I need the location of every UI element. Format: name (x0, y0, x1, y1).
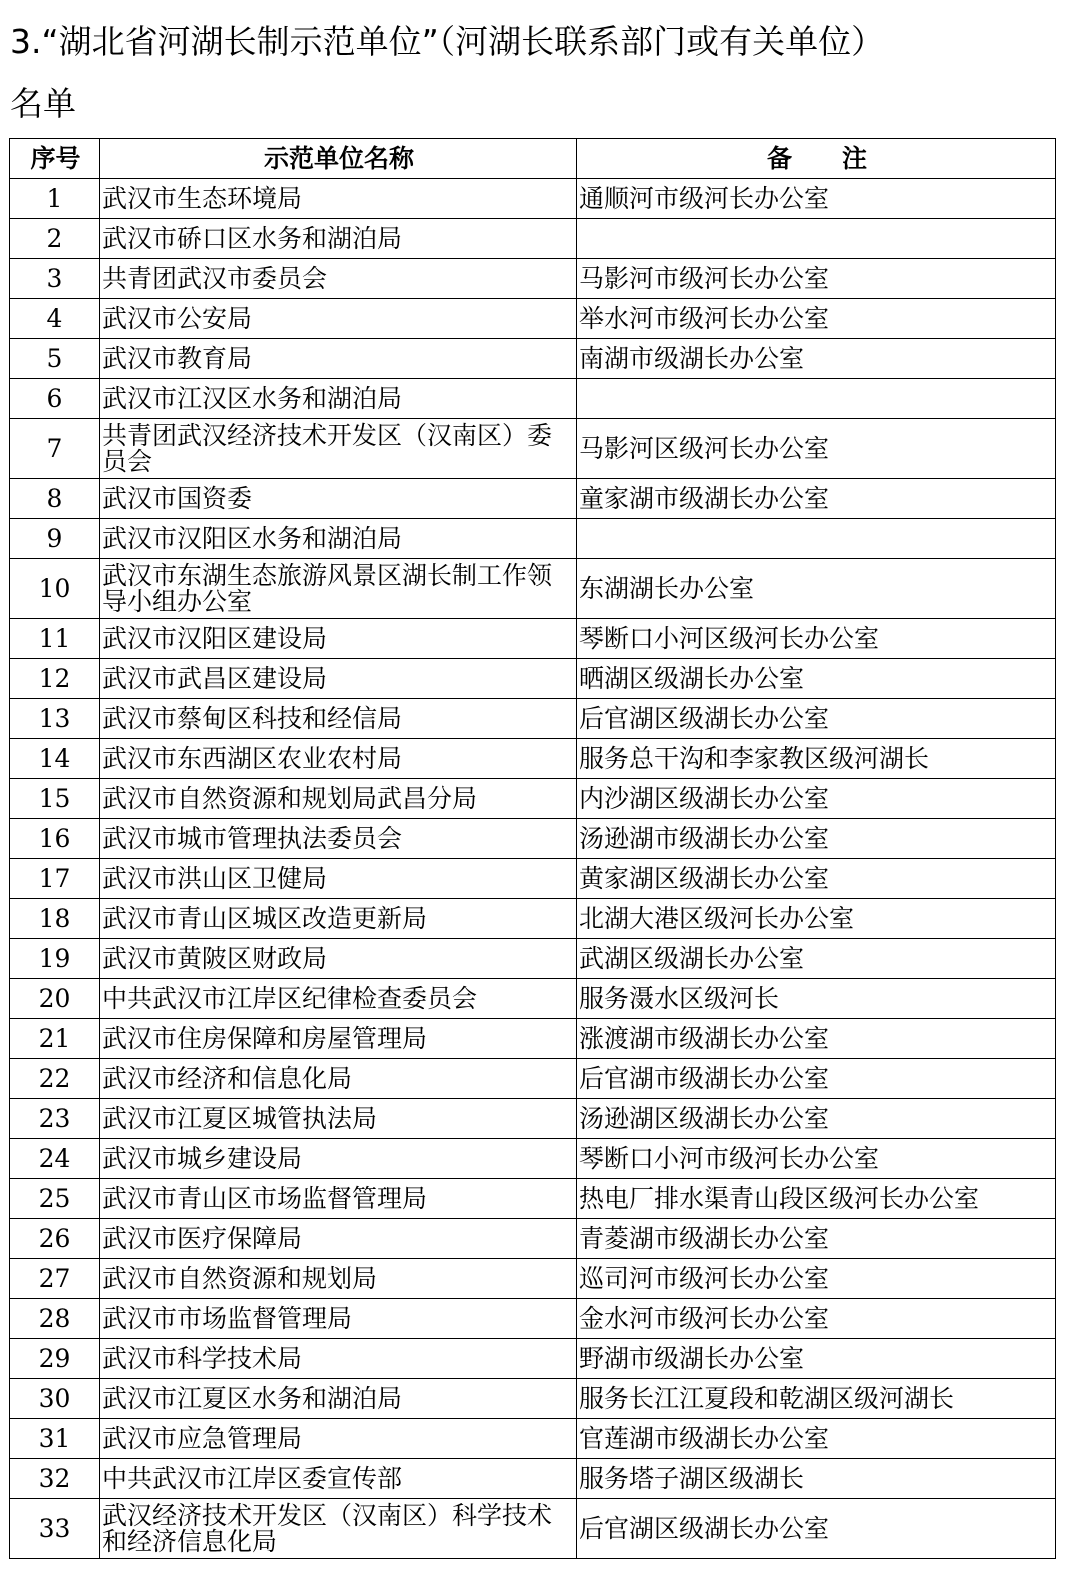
unit-remarks: 青菱湖市级湖长办公室 (577, 1219, 1056, 1259)
unit-remarks: 童家湖市级湖长办公室 (577, 479, 1056, 519)
unit-remarks: 汤逊湖市级湖长办公室 (577, 819, 1056, 859)
table-row (10, 979, 1056, 1019)
table-row (10, 899, 1056, 939)
row-number: 5 (10, 339, 100, 379)
table-row (10, 1299, 1056, 1339)
row-number: 25 (10, 1179, 100, 1219)
unit-remarks: 官莲湖市级湖长办公室 (577, 1419, 1056, 1459)
row-number: 26 (10, 1219, 100, 1259)
table-row (10, 1259, 1056, 1299)
unit-remarks: 武湖区级湖长办公室 (577, 939, 1056, 979)
row-number: 22 (10, 1059, 100, 1099)
table-row (10, 1339, 1056, 1379)
table-body (10, 179, 1056, 1559)
unit-remarks: 后官湖区级湖长办公室 (577, 699, 1056, 739)
table-row (10, 739, 1056, 779)
unit-name: 武汉市武昌区建设局 (100, 659, 577, 699)
table-row (10, 779, 1056, 819)
table-row (10, 619, 1056, 659)
row-number: 27 (10, 1259, 100, 1299)
header-number: 序号 (10, 139, 100, 179)
unit-name: 武汉市东湖生态旅游风景区湖长制工作领导小组办公室 (100, 559, 577, 619)
row-number: 13 (10, 699, 100, 739)
table-row (10, 859, 1056, 899)
unit-name: 中共武汉市江岸区纪律检查委员会 (100, 979, 577, 1019)
table-row (10, 1379, 1056, 1419)
unit-name: 武汉市洪山区卫健局 (100, 859, 577, 899)
unit-name: 武汉市生态环境局 (100, 179, 577, 219)
table-row (10, 299, 1056, 339)
unit-remarks (577, 519, 1056, 559)
table-row (10, 1019, 1056, 1059)
unit-remarks: 琴断口小河区级河长办公室 (577, 619, 1056, 659)
row-number: 11 (10, 619, 100, 659)
unit-remarks: 巡司河市级河长办公室 (577, 1259, 1056, 1299)
table-row (10, 339, 1056, 379)
table-header-row (10, 139, 1056, 179)
unit-name: 武汉市蔡甸区科技和经信局 (100, 699, 577, 739)
unit-name: 武汉市汉阳区水务和湖泊局 (100, 519, 577, 559)
row-number: 12 (10, 659, 100, 699)
table-row (10, 259, 1056, 299)
table-row (10, 1099, 1056, 1139)
row-number: 24 (10, 1139, 100, 1179)
table-row (10, 1219, 1056, 1259)
table-row (10, 939, 1056, 979)
unit-name: 武汉市青山区市场监督管理局 (100, 1179, 577, 1219)
unit-remarks: 汤逊湖区级湖长办公室 (577, 1099, 1056, 1139)
table-row (10, 1139, 1056, 1179)
row-number: 19 (10, 939, 100, 979)
row-number: 10 (10, 559, 100, 619)
row-number: 3 (10, 259, 100, 299)
row-number: 8 (10, 479, 100, 519)
unit-name: 武汉市硚口区水务和湖泊局 (100, 219, 577, 259)
unit-name: 武汉市自然资源和规划局 (100, 1259, 577, 1299)
unit-remarks: 黄家湖区级湖长办公室 (577, 859, 1056, 899)
unit-name: 武汉市住房保障和房屋管理局 (100, 1019, 577, 1059)
row-number: 17 (10, 859, 100, 899)
table-row (10, 179, 1056, 219)
table-row (10, 819, 1056, 859)
table-row (10, 419, 1056, 479)
unit-name: 共青团武汉经济技术开发区（汉南区）委员会 (100, 419, 577, 479)
unit-remarks: 服务塔子湖区级湖长 (577, 1459, 1056, 1499)
row-number: 30 (10, 1379, 100, 1419)
unit-remarks: 服务长江江夏段和乾湖区级河湖长 (577, 1379, 1056, 1419)
title-line-1: 3.“湖北省河湖长制示范单位”（河湖长联系部门或有关单位） (10, 22, 885, 61)
unit-name: 武汉市应急管理局 (100, 1419, 577, 1459)
unit-name: 武汉市自然资源和规划局武昌分局 (100, 779, 577, 819)
row-number: 1 (10, 179, 100, 219)
row-number: 18 (10, 899, 100, 939)
unit-name: 武汉市公安局 (100, 299, 577, 339)
row-number: 7 (10, 419, 100, 479)
unit-remarks: 金水河市级河长办公室 (577, 1299, 1056, 1339)
unit-remarks: 后官湖市级湖长办公室 (577, 1059, 1056, 1099)
unit-remarks: 内沙湖区级湖长办公室 (577, 779, 1056, 819)
unit-remarks: 野湖市级湖长办公室 (577, 1339, 1056, 1379)
table-row (10, 219, 1056, 259)
unit-name: 武汉市经济和信息化局 (100, 1059, 577, 1099)
unit-remarks: 服务总干沟和李家教区级河湖长 (577, 739, 1056, 779)
table-row (10, 659, 1056, 699)
unit-name: 武汉市青山区城区改造更新局 (100, 899, 577, 939)
demonstration-units-table (9, 138, 1056, 1559)
unit-remarks: 琴断口小河市级河长办公室 (577, 1139, 1056, 1179)
unit-name: 武汉市汉阳区建设局 (100, 619, 577, 659)
unit-name: 武汉市国资委 (100, 479, 577, 519)
table-row (10, 1059, 1056, 1099)
table-row (10, 1419, 1056, 1459)
table-row (10, 519, 1056, 559)
row-number: 14 (10, 739, 100, 779)
row-number: 23 (10, 1099, 100, 1139)
unit-name: 武汉市江夏区城管执法局 (100, 1099, 577, 1139)
unit-remarks: 北湖大港区级河长办公室 (577, 899, 1056, 939)
unit-name: 中共武汉市江岸区委宣传部 (100, 1459, 577, 1499)
unit-remarks: 后官湖区级湖长办公室 (577, 1499, 1056, 1559)
unit-name: 武汉市医疗保障局 (100, 1219, 577, 1259)
row-number: 16 (10, 819, 100, 859)
row-number: 33 (10, 1499, 100, 1559)
unit-name: 武汉市教育局 (100, 339, 577, 379)
row-number: 6 (10, 379, 100, 419)
unit-remarks: 马影河区级河长办公室 (577, 419, 1056, 479)
row-number: 31 (10, 1419, 100, 1459)
row-number: 2 (10, 219, 100, 259)
row-number: 32 (10, 1459, 100, 1499)
unit-remarks: 服务滠水区级河长 (577, 979, 1056, 1019)
unit-name: 武汉市城乡建设局 (100, 1139, 577, 1179)
unit-name: 武汉市江汉区水务和湖泊局 (100, 379, 577, 419)
row-number: 28 (10, 1299, 100, 1339)
unit-name: 武汉市城市管理执法委员会 (100, 819, 577, 859)
header-unit-name: 示范单位名称 (100, 139, 577, 179)
unit-name: 武汉市江夏区水务和湖泊局 (100, 1379, 577, 1419)
unit-name: 武汉市科学技术局 (100, 1339, 577, 1379)
unit-remarks: 通顺河市级河长办公室 (577, 179, 1056, 219)
unit-name: 共青团武汉市委员会 (100, 259, 577, 299)
table-row (10, 1499, 1056, 1559)
table-row (10, 1179, 1056, 1219)
unit-remarks: 举水河市级河长办公室 (577, 299, 1056, 339)
unit-remarks: 晒湖区级湖长办公室 (577, 659, 1056, 699)
unit-remarks: 南湖市级湖长办公室 (577, 339, 1056, 379)
row-number: 20 (10, 979, 100, 1019)
table-row (10, 559, 1056, 619)
table-row (10, 1459, 1056, 1499)
table-row (10, 379, 1056, 419)
unit-remarks: 马影河市级河长办公室 (577, 259, 1056, 299)
title-line-2: 名单 (10, 84, 76, 123)
row-number: 15 (10, 779, 100, 819)
header-remarks: 备 注 (577, 139, 1056, 179)
unit-remarks: 热电厂排水渠青山段区级河长办公室 (577, 1179, 1056, 1219)
unit-name: 武汉市市场监督管理局 (100, 1299, 577, 1339)
row-number: 21 (10, 1019, 100, 1059)
row-number: 9 (10, 519, 100, 559)
unit-remarks: 东湖湖长办公室 (577, 559, 1056, 619)
unit-remarks (577, 379, 1056, 419)
unit-name: 武汉经济技术开发区（汉南区）科学技术和经济信息化局 (100, 1499, 577, 1559)
row-number: 29 (10, 1339, 100, 1379)
document-title (10, 18, 1072, 142)
table-row (10, 699, 1056, 739)
unit-name: 武汉市黄陂区财政局 (100, 939, 577, 979)
unit-remarks: 涨渡湖市级湖长办公室 (577, 1019, 1056, 1059)
unit-name: 武汉市东西湖区农业农村局 (100, 739, 577, 779)
table-row (10, 479, 1056, 519)
row-number: 4 (10, 299, 100, 339)
unit-remarks (577, 219, 1056, 259)
